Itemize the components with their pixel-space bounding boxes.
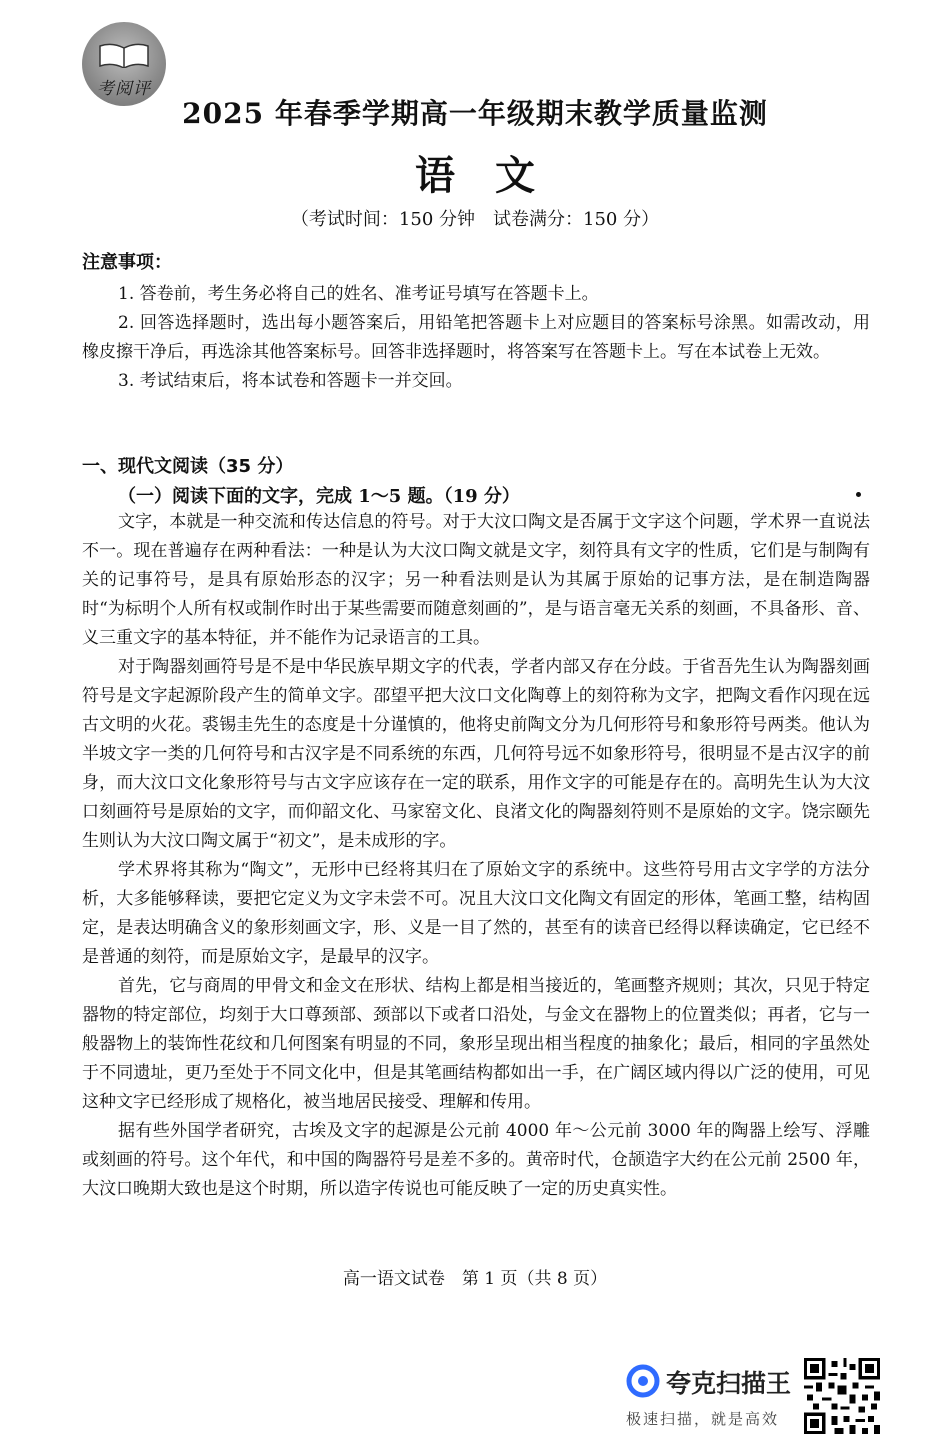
scanner-name: 夸克扫描王 bbox=[666, 1369, 792, 1398]
section-heading: 一、现代文阅读（35 分） bbox=[82, 456, 294, 477]
scanner-logo-icon bbox=[626, 1364, 660, 1398]
passage-paragraph: 对于陶器刻画符号是不是中华民族早期文字的代表，学者内部又存在分歧。于省吾先生认为陶器刻画符号是文字起源阶段产生的简单文字。邵望平把大汶口文化陶尊上的刻符称为文字，把陶文看作闪现在远古文明的火花。裘锡圭先生的态度是十分谨慎的，他将史前陶文分为几何形符号和象形符号两类。他认为半坡文字一类的几何符号和古汉字是不同系统的东西，几何符号远不如象形符号，很明显不是古汉字的前身，而大汶口文化象形符号与古文字应该存在一定的联系，用作文字的可能是存在的。高明先生认为大汶口刻画符号是原始的文字，而仰韶文化、马家窑文化、良渚文化的陶器刻符则不是原始的文字。饶宗颐先生则认为大汶口陶文属于“初文”，是未成形的字。 bbox=[82, 657, 870, 851]
scanner-watermark bbox=[620, 1356, 800, 1436]
subject-title: 语文 bbox=[415, 152, 575, 199]
reading-passage bbox=[82, 508, 870, 1204]
notes-list bbox=[82, 280, 870, 396]
note-item: 3. 考试结束后，将本试卷和答题卡一并交回。 bbox=[118, 371, 463, 391]
scanner-slogan: 极速扫描，就是高效 bbox=[626, 1410, 780, 1428]
notes-heading: 注意事项： bbox=[82, 252, 172, 273]
book-icon bbox=[98, 42, 150, 68]
passage-paragraph: 首先，它与商周的甲骨文和金文在形状、结构上都是相当接近的，笔画整齐规则；其次，只见于特定器物的特定部位，均刻于大口尊颈部、颈部以下或者口沿处，与金文在器物上的位置类似；再者，它与一般器物上的装饰性花纹和几何图案有明显的不同，象形呈现出相当程度的抽象化；最后，相同的字虽然处于不同遗址，更乃至处于不同文化中，但是其笔画结构都如出一手，在广阔区域内得以广泛的使用，可见这种文字已经形成了规格化，被当地居民接受、理解和传用。 bbox=[82, 976, 870, 1112]
passage-paragraph: 据有些外国学者研究，古埃及文字的起源是公元前 4000 年～公元前 3000 年的陶器上绘写、浮雕或刻画的符号。这个年代，和中国的陶器符号是差不多的。黄帝时代，仓颉造字大约在公元前 2500 年，大汶口晚期大致也是这个时期，所以造字传说也可能反映了一定的历史真实性。 bbox=[82, 1121, 870, 1199]
logo-text: 考阅评 bbox=[97, 79, 151, 99]
passage-paragraph: 文字，本就是一种交流和传达信息的符号。对于大汶口陶文是否属于文字这个问题，学术界一直说法不一。现在普遍存在两种看法：一种是认为大汶口陶文就是文字，刻符具有文字的性质，它们是与制陶有关的记事符号，是具有原始形态的汉字；另一种看法则是认为其属于原始的记事方法，是在制造陶器时“为标明个人所有权或制作时出于某些需要而随意刻画的”，是与语言毫无关系的刻画，不具备形、音、义三重文字的基本特征，并不能作为记录语言的工具。 bbox=[82, 512, 870, 648]
passage-paragraph: 学术界将其称为“陶文”，无形中已经将其归在了原始文字的系统中。这些符号用古文字学的方法分析，大多能够释读，要把它定义为文字未尝不可。况且大汶口文化陶文有固定的形体，笔画工整，结构固定，是表达明确含义的象形刻画文字，形、义是一目了然的，甚至有的读音已经得以释读确定，它已经不是普通的刻符，而是原始文字，是最早的汉字。 bbox=[82, 860, 870, 967]
exam-title: 2025 年春季学期高一年级期末教学质量监测 bbox=[182, 97, 768, 130]
subsection-heading: （一）阅读下面的文字，完成 1～5 题。（19 分） bbox=[118, 486, 520, 507]
exam-info: （考试时间：150 分钟 试卷满分：150 分） bbox=[290, 209, 660, 230]
qr-code-icon bbox=[804, 1358, 880, 1434]
note-item: 1. 答卷前，考生务必将自己的姓名、准考证号填写在答题卡上。 bbox=[118, 284, 599, 304]
page-footer: 高一语文试卷 第 1 页（共 8 页） bbox=[342, 1269, 608, 1289]
ink-dot bbox=[856, 492, 861, 497]
note-item: 2. 回答选择题时，选出每小题答案后，用铅笔把答题卡上对应题目的答案标号涂黑。如需改动，用橡皮擦干净后，再选涂其他答案标号。回答非选择题时，将答案写在答题卡上。写在本试卷上无效。 bbox=[82, 313, 870, 362]
